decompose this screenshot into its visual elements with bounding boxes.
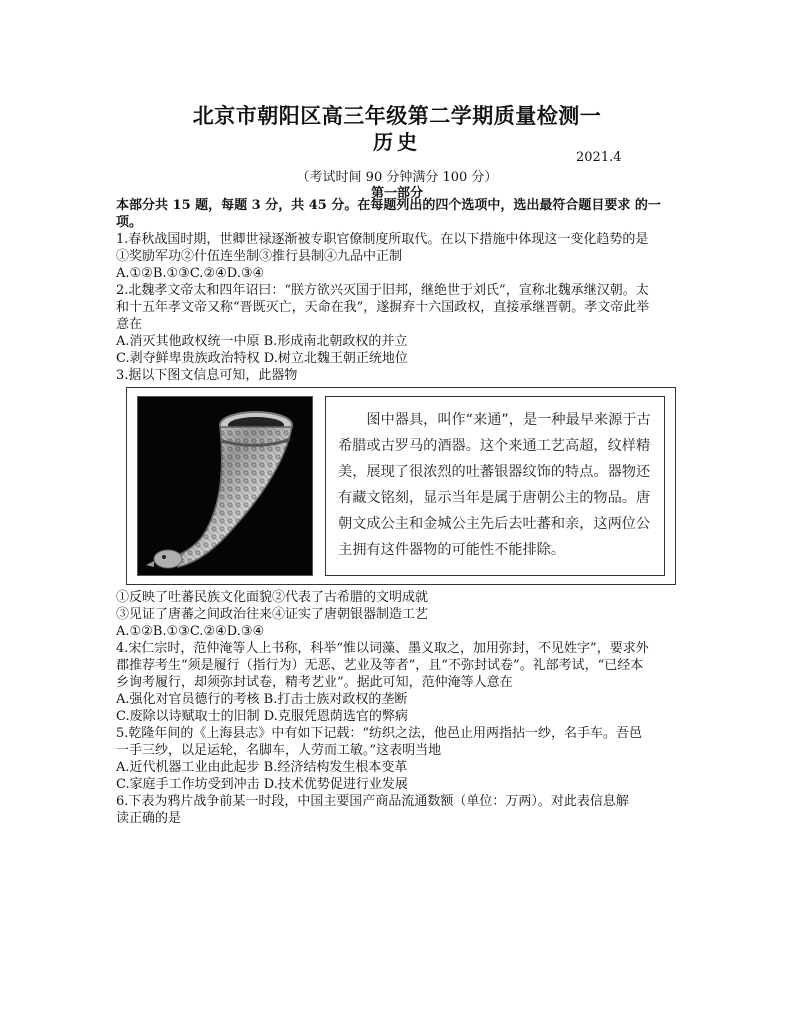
question-6	[116, 793, 680, 827]
instructions-line: 项。	[116, 215, 143, 230]
question-4	[116, 640, 680, 725]
question-5	[116, 725, 680, 793]
question-text: 1.春秋战国时期，世卿世禄逐渐被专职官僚制度所取代。在以下措施中体现这一变化趋势的是	[116, 232, 649, 247]
question-option: A.①②B.①③C.②④D.③④	[116, 266, 265, 281]
exam-subject: 历史	[373, 130, 421, 154]
question-option: ①奖励军功②什伍连坐制③推行县制④九品中正制	[116, 249, 403, 264]
part-heading: 第一部分	[370, 186, 423, 201]
question-option: ③见证了唐蕃之间政治往来④证实了唐朝银器制造工艺	[116, 607, 429, 622]
question-option: C.废除以诗赋取士的旧制 D.克服凭恩荫选官的弊病	[116, 709, 408, 724]
question-option: A.强化对官员德行的考核 B.打击士族对政权的垄断	[116, 692, 408, 707]
exam-title: 北京市朝阳区高三年级第二学期质量检测一	[192, 103, 602, 128]
question-option: C.剥夺鲜卑贵族政治特权 D.树立北魏王朝正统地位	[116, 351, 408, 366]
question-option: A.消灭其他政权统一中原 B.形成南北朝政权的并立	[116, 334, 408, 349]
question-3	[116, 367, 680, 640]
question-option: A.近代机器工业由此起步 B.经济结构发生根本变革	[116, 760, 408, 775]
question-text: 乡询考履行，却须弥封试卷，精考艺业”。据此可知，范仲淹等人意在	[116, 675, 513, 690]
question-option: A.①②B.①③C.②④D.③④	[116, 624, 265, 639]
exam-content	[116, 197, 680, 827]
rhyton-horn-image	[138, 397, 313, 576]
question-text: 2.北魏孝文帝太和四年诏曰：“朕方欲兴灭国于旧邦，继绝世于刘氏”，宣称北魏承继汉朝。太	[116, 283, 649, 298]
question-2	[116, 282, 680, 367]
question-text: 5.乾隆年间的《上海县志》中有如下记载：“纺织之法，他邑止用两指拈一纱，名手车。吾邑	[116, 726, 643, 741]
figure-caption: 图中器具，叫作“来通”，是一种最早来源于古希腊或古罗马的酒器。这个来通工艺高超，纹样精美，展现了很浓烈的吐蕃银器纹饰的特点。器物还有藏文铭刻，显示当年是属于唐朝公主的物品。唐朝文成公主和金城公主先后去吐蕃和亲，这两位公主拥有这件器物的可能性不能排除。	[325, 396, 665, 576]
question-text: 3.据以下图文信息可知，此器物	[116, 368, 298, 383]
exam-date: 2021.4	[576, 150, 622, 165]
question-text: 一手三纱，以足运轮，名脚车，人劳而工敏。”这表明当地	[116, 743, 442, 758]
question-option: ①反映了吐蕃民族文化面貌②代表了古希腊的文明成就	[116, 590, 429, 605]
question-text: 意在	[116, 317, 143, 332]
question-text: 4.宋仁宗时，范仲淹等人上书称，科举“惟以词藻、墨义取之，加用弥封，不见姓字”，要求外	[116, 641, 649, 656]
question-option: C.家庭手工作坊受到冲击 D.技术优势促进行业发展	[116, 777, 408, 792]
question-text: 6.下表为鸦片战争前某一时段，中国主要国产商品流通数额（单位：万两）。对此表信息解	[116, 794, 629, 809]
question-text: 郡推荐考生“须是履行（指行为）无恶、艺业及等者”，且“不弥封试卷”。礼部考试，“已经本	[116, 658, 644, 673]
instructions-line: 本部分共 15 题，每题 3 分，共 45 分。在每题列出的四个选项中，选出最符合题目要求 的一	[116, 198, 661, 213]
question-figure	[126, 387, 676, 585]
question-text: 读正确的是	[116, 811, 182, 826]
exam-time-info: （考试时间 90 分钟满分 100 分）	[296, 170, 498, 185]
question-text: 和十五年孝文帝又称“晋既灭亡，天命在我”，遂摒弃十六国政权，直接承继晋朝。孝文帝此举	[116, 300, 650, 315]
question-1	[116, 231, 680, 282]
rhyton-photo	[137, 396, 313, 576]
